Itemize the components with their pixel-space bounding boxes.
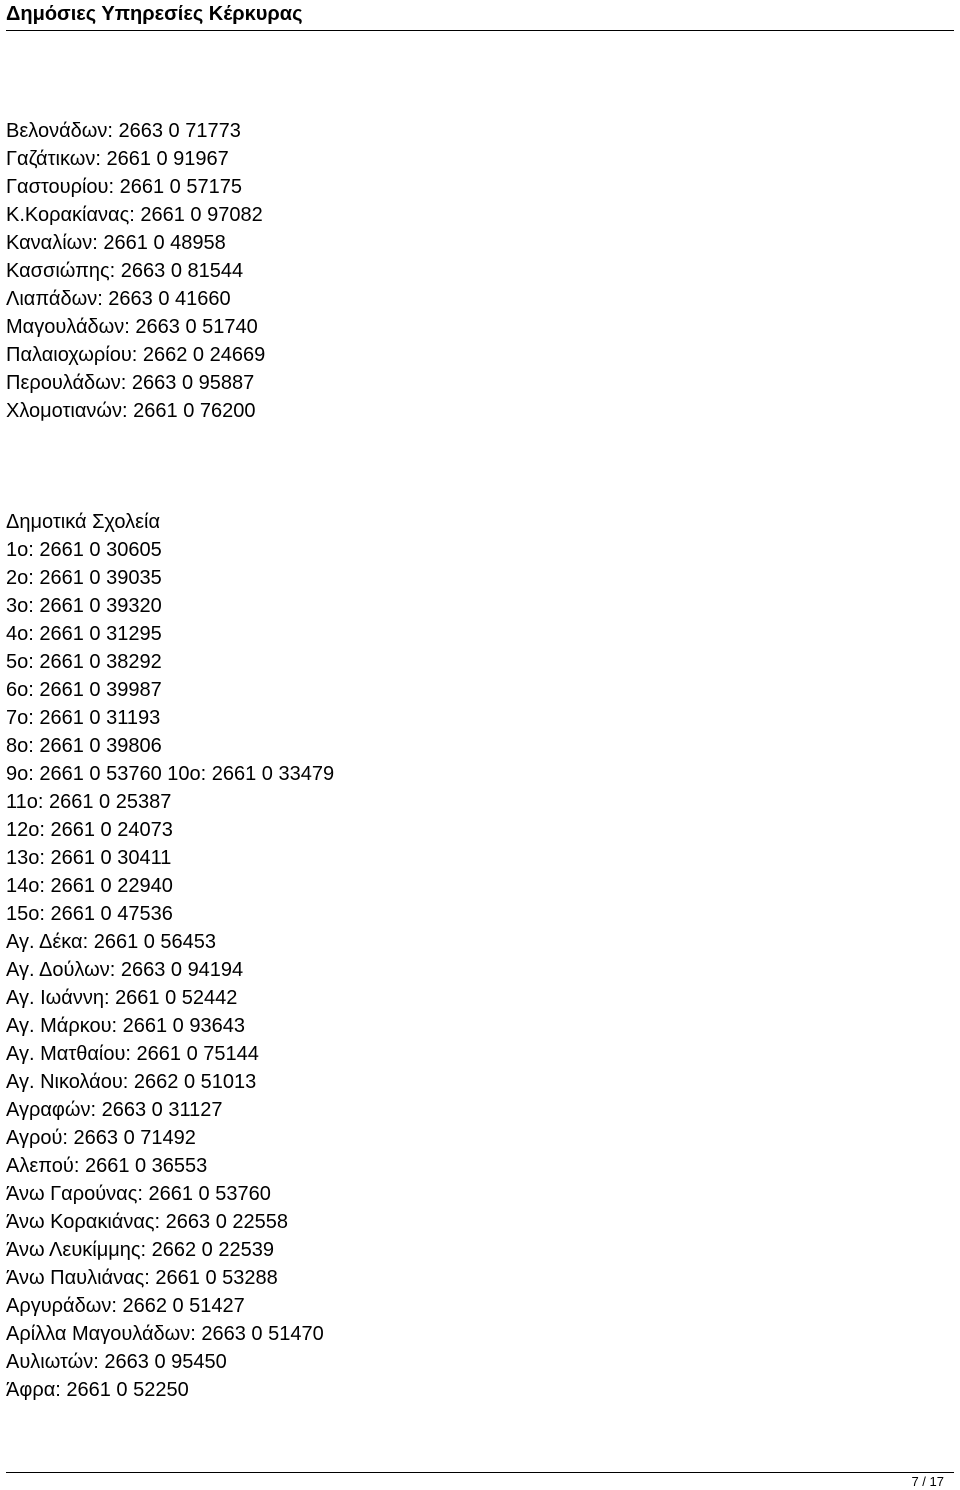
list-item: Αγ. Ιωάννη: 2661 0 52442: [6, 987, 238, 1009]
list-item: Άνω Κορακιάνας: 2663 0 22558: [6, 1211, 288, 1233]
list-item: Καναλίων: 2661 0 48958: [6, 232, 226, 254]
list-item: Παλαιοχωρίου: 2662 0 24669: [6, 344, 266, 366]
list-item: 1ο: 2661 0 30605: [6, 539, 162, 561]
list-item: Κασσιώπης: 2663 0 81544: [6, 260, 244, 282]
list-item: 7ο: 2661 0 31193: [6, 707, 161, 729]
list-item: Αρίλλα Μαγουλάδων: 2663 0 51470: [6, 1323, 324, 1345]
list-item: Περουλάδων: 2663 0 95887: [6, 372, 255, 394]
list-item: Λιαπάδων: 2663 0 41660: [6, 288, 231, 310]
list-item: 4ο: 2661 0 31295: [6, 623, 162, 645]
page-title: Δημόσιες Υπηρεσίες Κέρκυρας: [6, 3, 303, 25]
list-item: 14ο: 2661 0 22940: [6, 875, 173, 897]
section-heading: Δημοτικά Σχολεία: [6, 511, 161, 533]
list-item: Άνω Γαρούνας: 2661 0 53760: [6, 1183, 271, 1205]
list-item: 5ο: 2661 0 38292: [6, 651, 162, 673]
list-item: Αγ. Δούλων: 2663 0 94194: [6, 959, 244, 981]
contact-list-villages: [6, 117, 946, 425]
list-item: 15ο: 2661 0 47536: [6, 903, 173, 925]
footer-divider: [6, 1472, 954, 1473]
list-item: Κ.Κορακίανας: 2661 0 97082: [6, 204, 263, 226]
list-item: Μαγουλάδων: 2663 0 51740: [6, 316, 258, 338]
list-item: Άνω Παυλιάνας: 2661 0 53288: [6, 1267, 278, 1289]
list-item: Αγ. Μάρκου: 2661 0 93643: [6, 1015, 245, 1037]
list-item: Γαζάτικων: 2661 0 91967: [6, 148, 229, 170]
page-header: [6, 0, 954, 31]
list-item: 2ο: 2661 0 39035: [6, 567, 162, 589]
list-item: Χλομοτιανών: 2661 0 76200: [6, 400, 256, 422]
list-item: Αγ. Νικολάου: 2662 0 51013: [6, 1071, 257, 1093]
list-item: Αγρού: 2663 0 71492: [6, 1127, 196, 1149]
list-item: 11ο: 2661 0 25387: [6, 791, 172, 813]
list-item: Άφρα: 2661 0 52250: [6, 1379, 189, 1401]
list-item: Αγραφών: 2663 0 31127: [6, 1099, 223, 1121]
list-item: Αλεπού: 2661 0 36553: [6, 1155, 208, 1177]
list-item: Αγ. Ματθαίου: 2661 0 75144: [6, 1043, 259, 1065]
list-item: 13ο: 2661 0 30411: [6, 847, 172, 869]
list-item: Βελονάδων: 2663 0 71773: [6, 120, 241, 142]
list-item: 12ο: 2661 0 24073: [6, 819, 173, 841]
list-item: 6ο: 2661 0 39987: [6, 679, 162, 701]
list-item: 8ο: 2661 0 39806: [6, 735, 162, 757]
list-item: 3ο: 2661 0 39320: [6, 595, 162, 617]
page-number: 7 / 17: [911, 1474, 944, 1489]
list-item: Γαστουρίου: 2661 0 57175: [6, 176, 242, 198]
list-item: 9ο: 2661 0 53760 10ο: 2661 0 33479: [6, 763, 335, 785]
list-item: Αργυράδων: 2662 0 51427: [6, 1295, 245, 1317]
list-item: Αυλιωτών: 2663 0 95450: [6, 1351, 227, 1373]
list-item: Αγ. Δέκα: 2661 0 56453: [6, 931, 217, 953]
contact-list-primary-schools: [6, 508, 946, 1404]
list-item: Άνω Λευκίμμης: 2662 0 22539: [6, 1239, 274, 1261]
